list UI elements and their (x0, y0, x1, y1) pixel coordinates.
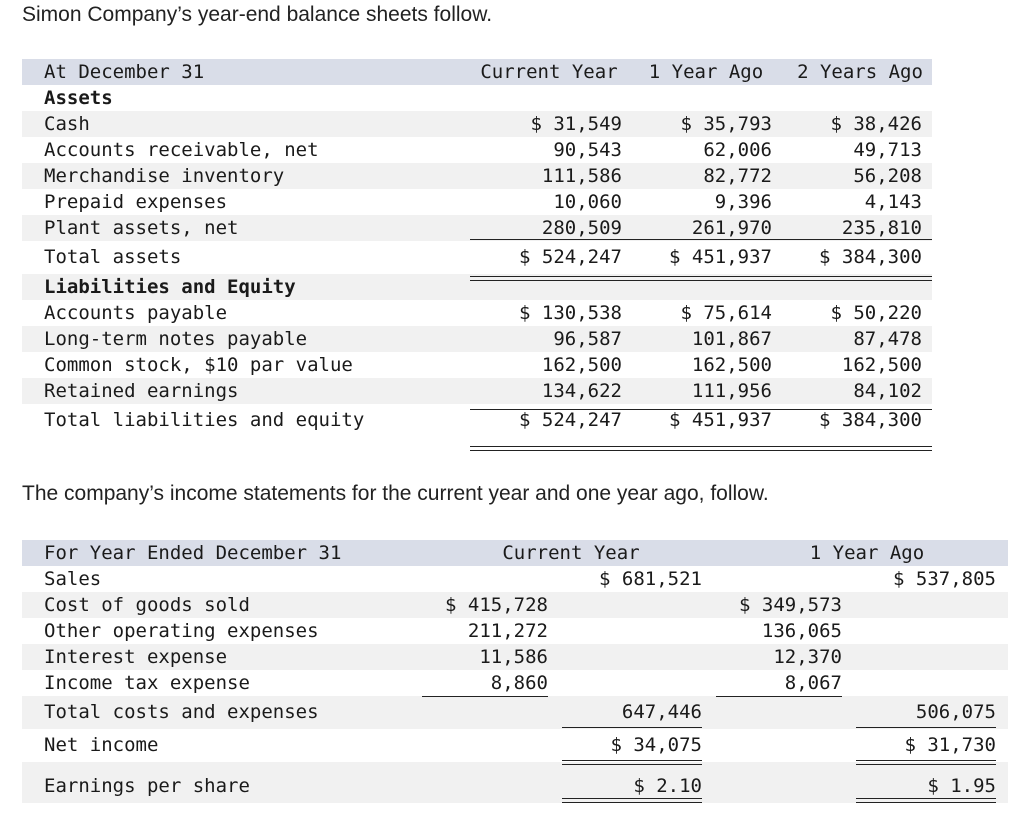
table-row (22, 137, 932, 163)
table-row (22, 215, 932, 241)
sales-1-year-ago: $ 537,805 (893, 568, 996, 590)
table-row (22, 592, 1008, 618)
subtotal-rule (470, 409, 932, 410)
value-current-year: 134,622 (541, 380, 622, 402)
value-current-year: 211,272 (467, 620, 548, 642)
value-current-year: 10,060 (553, 191, 622, 213)
balance-sheet-header (22, 59, 932, 85)
value-2-years-ago: 49,713 (853, 139, 922, 161)
value-1-year-ago: 62,006 (703, 139, 772, 161)
total-assets-current-year: $ 524,247 (519, 246, 622, 268)
value-2-years-ago: 162,500 (841, 354, 922, 376)
value-1-year-ago: $ 35,793 (680, 113, 772, 135)
assets-heading: Assets (44, 87, 113, 109)
row-label: Plant assets, net (44, 217, 239, 239)
table-row (22, 670, 1008, 696)
total-assets-1-year-ago: $ 451,937 (669, 246, 772, 268)
value-current-year: 111,586 (541, 165, 622, 187)
value-1-year-ago: 261,970 (691, 217, 772, 239)
value-1-year-ago: 101,867 (691, 328, 772, 350)
row-label: Other operating expenses (44, 620, 319, 642)
row-label: Income tax expense (44, 672, 250, 694)
value-2-years-ago: $ 50,220 (830, 302, 922, 324)
header-1-year-ago: 1 Year Ago (809, 542, 925, 564)
value-2-years-ago: 56,208 (853, 165, 922, 187)
table-row (22, 644, 1008, 670)
value-current-year: 162,500 (541, 354, 622, 376)
sales-label: Sales (44, 568, 102, 590)
total-assets-label: Total assets (44, 246, 182, 268)
total-double-rule (470, 276, 932, 281)
value-1-year-ago: 82,772 (703, 165, 772, 187)
value-current-year: 8,860 (490, 672, 548, 694)
total-liabilities-label: Total liabilities and equity (44, 409, 365, 431)
value-current-year: $ 415,728 (445, 594, 548, 616)
row-label: Cash (44, 113, 90, 135)
total-double-rule (562, 760, 702, 765)
total-liabilities-2-years-ago: $ 384,300 (819, 409, 922, 431)
total-row (22, 729, 1008, 762)
value-2-years-ago: 84,102 (853, 380, 922, 402)
row-label: Merchandise inventory (44, 165, 285, 187)
value-1-year-ago: 9,396 (714, 191, 772, 213)
table-row (22, 326, 932, 352)
header-1-year-ago: 1 Year Ago (648, 61, 764, 83)
total-double-rule (856, 760, 996, 765)
table-row (22, 300, 932, 326)
value-1-year-ago: $ 349,573 (739, 594, 842, 616)
row-label: Retained earnings (44, 380, 239, 402)
net-income-1-year-ago: $ 31,730 (904, 734, 996, 756)
table-row (22, 378, 932, 404)
section-heading (22, 85, 932, 111)
header-current-year: Current Year (502, 542, 640, 564)
total-assets-2-years-ago: $ 384,300 (819, 246, 922, 268)
row-label: Accounts receivable, net (44, 139, 319, 161)
subtotal-rule (716, 696, 842, 697)
value-2-years-ago: 87,478 (853, 328, 922, 350)
row-label: Common stock, $10 par value (44, 354, 353, 376)
row-label: Prepaid expenses (44, 191, 228, 213)
header-2-years-ago: 2 Years Ago (797, 61, 923, 83)
row-label: Accounts payable (44, 302, 228, 324)
income-statement-header (22, 540, 1008, 566)
eps-1-year-ago: $ 1.95 (927, 775, 996, 797)
table-row (22, 163, 932, 189)
value-2-years-ago: $ 38,426 (830, 113, 922, 135)
value-current-year: 96,587 (553, 328, 622, 350)
subtotal-rule (470, 239, 932, 240)
value-1-year-ago: 111,956 (691, 380, 772, 402)
header-current-year: Current Year (480, 61, 618, 83)
value-current-year: $ 130,538 (519, 302, 622, 324)
balance-sheet-table (22, 59, 932, 437)
table-row (22, 566, 1008, 592)
header-label: At December 31 (44, 61, 205, 83)
total-liabilities-current-year: $ 524,247 (519, 409, 622, 431)
value-current-year: 11,586 (479, 646, 548, 668)
total-row (22, 241, 932, 274)
value-1-year-ago: 162,500 (691, 354, 772, 376)
total-costs-label: Total costs and expenses (44, 701, 319, 723)
net-income-label: Net income (44, 734, 159, 756)
eps-current-year: $ 2.10 (633, 775, 702, 797)
row-label: Cost of goods sold (44, 594, 250, 616)
balance-sheet-intro: Simon Company’s year-end balance sheets follow. (22, 3, 493, 26)
sales-current-year: $ 681,521 (599, 568, 702, 590)
total-costs-1-year-ago: 506,075 (915, 701, 996, 723)
eps-label: Earnings per share (44, 775, 250, 797)
total-double-rule (470, 446, 932, 451)
value-2-years-ago: 235,810 (841, 217, 922, 239)
table-row (22, 352, 932, 378)
subtotal-rule (422, 696, 548, 697)
value-current-year: $ 31,549 (530, 113, 622, 135)
total-row (22, 696, 1008, 729)
value-1-year-ago: 136,065 (761, 620, 842, 642)
value-1-year-ago: $ 75,614 (680, 302, 772, 324)
row-label: Interest expense (44, 646, 228, 668)
liabilities-heading: Liabilities and Equity (44, 276, 296, 298)
subtotal-rule (562, 727, 702, 728)
total-costs-current-year: 647,446 (621, 701, 702, 723)
table-row (22, 618, 1008, 644)
net-income-current-year: $ 34,075 (610, 734, 702, 756)
value-2-years-ago: 4,143 (864, 191, 922, 213)
income-statement-intro: The company’s income statements for the current year and one year ago, follow. (22, 482, 769, 505)
table-row (22, 111, 932, 137)
value-current-year: 90,543 (553, 139, 622, 161)
total-liabilities-1-year-ago: $ 451,937 (669, 409, 772, 431)
header-label: For Year Ended December 31 (44, 542, 342, 564)
total-double-rule (562, 798, 702, 803)
table-row (22, 189, 932, 215)
subtotal-rule (856, 727, 996, 728)
total-double-rule (856, 798, 996, 803)
value-1-year-ago: 8,067 (784, 672, 842, 694)
row-label: Long-term notes payable (44, 328, 308, 350)
value-current-year: 280,509 (541, 217, 622, 239)
value-1-year-ago: 12,370 (773, 646, 842, 668)
